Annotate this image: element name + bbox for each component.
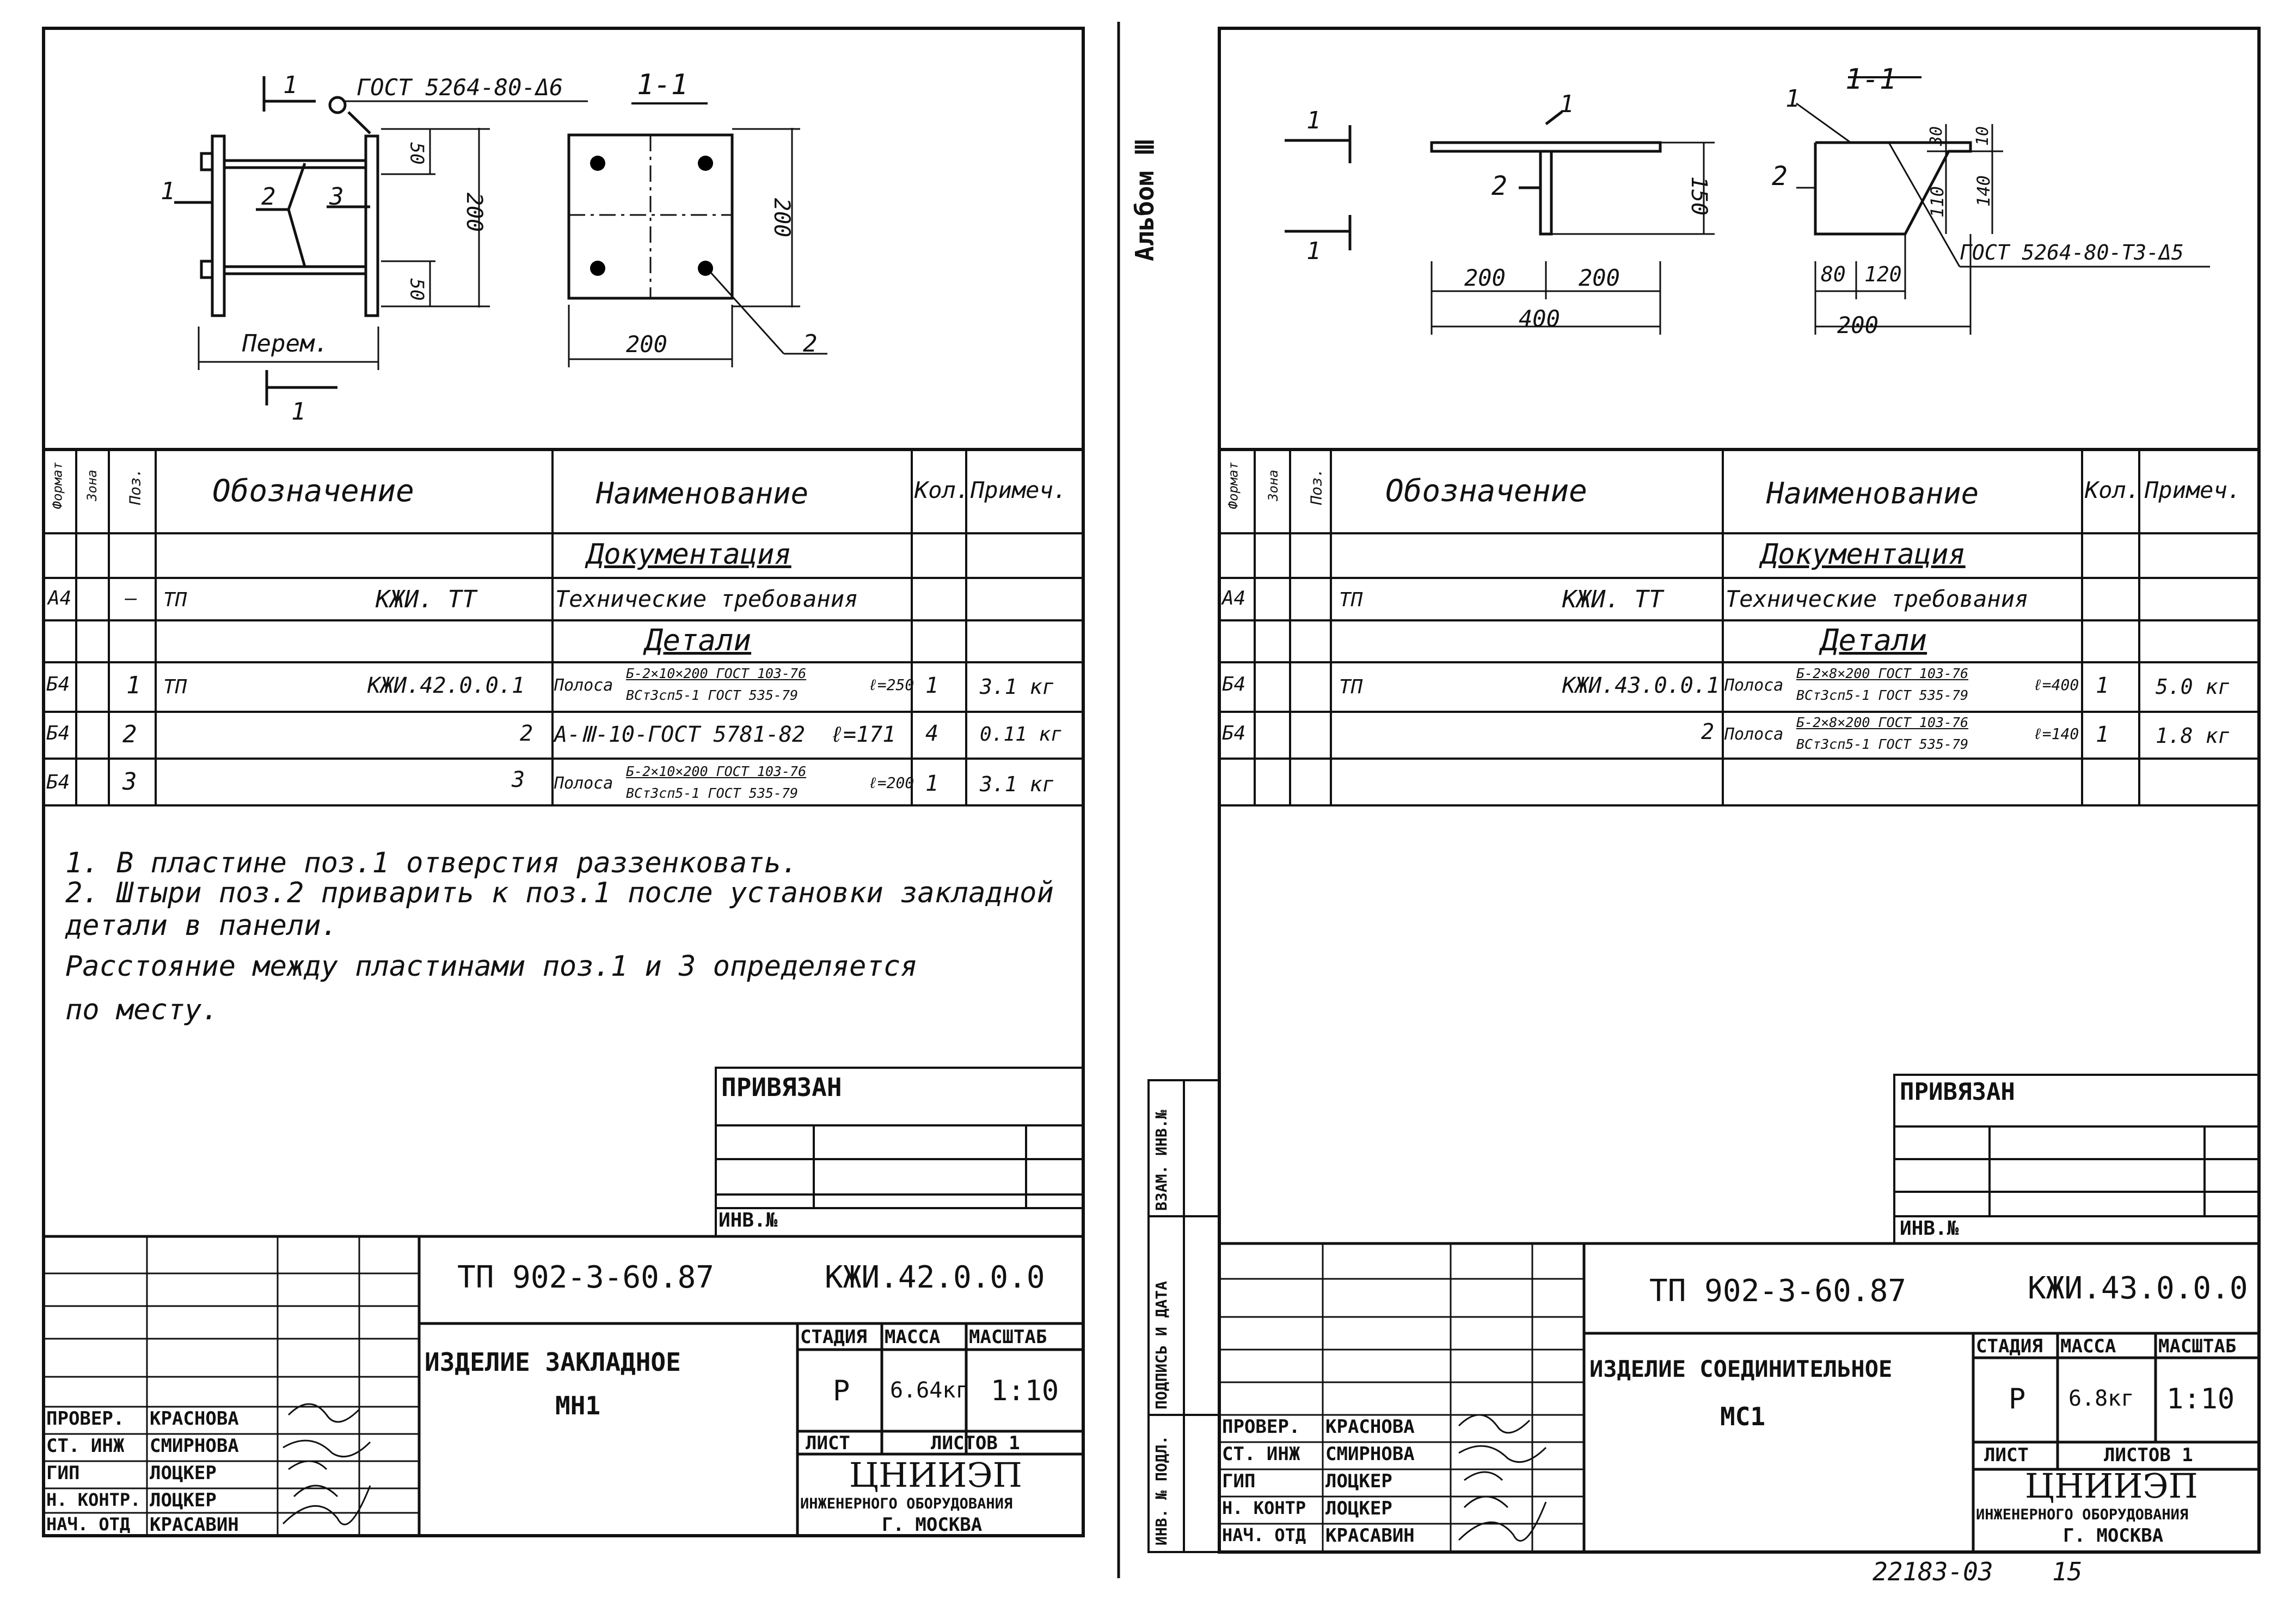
row1-format: Б4: [46, 673, 70, 695]
doc-row-pos: —: [125, 587, 137, 609]
callout-1: 1: [1560, 90, 1574, 118]
person-5: КРАСАВИН: [150, 1514, 239, 1536]
row1-name-bot: ВСт3сп5-1 ГОСТ 535-79: [1796, 687, 1969, 703]
inv-label: ИНВ.№: [719, 1209, 778, 1232]
org-name: ЦНИИЭП: [849, 1455, 1022, 1495]
row2-name-suffix: ℓ=171: [830, 722, 896, 747]
dim-30: 30: [1927, 126, 1947, 146]
mass-value: 6.8кг: [2068, 1386, 2134, 1411]
row2-qty: 4: [925, 721, 939, 746]
inv-label: ИНВ.№: [1900, 1217, 1959, 1240]
title-line-2: МН1: [555, 1391, 601, 1420]
dim-10: 10: [1973, 126, 1993, 146]
org-line-2: ИНЖЕНЕРНОГО ОБОРУДОВАНИЯ: [1976, 1506, 2189, 1523]
row1-pos: 1: [126, 672, 141, 699]
doc-row-format: А4: [1222, 587, 1246, 609]
header-name: Наименование: [596, 476, 809, 510]
row1-name-top: Б-2×10×200 ГОСТ 103-76: [626, 666, 807, 681]
header-zone: Зона: [84, 470, 100, 501]
note-2-cont: детали в панели.: [65, 909, 338, 942]
doc-row-name: Технические требования: [1726, 586, 2029, 612]
callout-2: 2: [1491, 171, 1507, 201]
project-number: ТП 902-3-60.87: [1649, 1273, 1907, 1309]
row3-format: Б4: [46, 771, 70, 793]
section-mark-bottom: 1: [291, 398, 306, 426]
role-5: НАЧ. ОТД: [1222, 1525, 1306, 1546]
dim-80: 80: [1821, 262, 1846, 286]
row1-name-top: Б-2×8×200 ГОСТ 103-76: [1796, 666, 1969, 681]
privyazan-label: ПРИВЯЗАН: [721, 1073, 842, 1102]
section-callout-1: 1: [1785, 85, 1800, 113]
role-3: ГИП: [46, 1462, 80, 1484]
dim-120: 120: [1864, 262, 1902, 286]
sheet-number: 22183-03: [1873, 1557, 1993, 1586]
stage-header: СТАДИЯ: [800, 1326, 867, 1348]
row3-pos: 3: [122, 768, 137, 796]
row3-name-suffix: ℓ=200: [868, 774, 914, 792]
scale-header: МАСШТАБ: [2158, 1335, 2237, 1357]
callout-2-section: 2: [803, 330, 818, 358]
mass-value: 6.64кг: [890, 1378, 969, 1403]
person-2: СМИРНОВА: [150, 1435, 239, 1457]
note-3: Расстояние между пластинами поз.1 и 3 определяется: [65, 950, 918, 983]
callout-1: 1: [161, 177, 175, 205]
header-designation: Обозначение: [1385, 473, 1587, 509]
callout-2: 2: [261, 183, 276, 211]
row3-qty: 1: [925, 771, 939, 796]
role-2: СТ. ИНЖ: [1222, 1443, 1300, 1465]
row1-des-prefix: ТП: [163, 676, 187, 698]
person-4: ЛОЦКЕР: [1325, 1498, 1392, 1519]
header-qty: Кол.: [914, 477, 970, 503]
row1-note: 5.0 кг: [2156, 675, 2231, 699]
row2-format: Б4: [46, 722, 70, 744]
person-4: ЛОЦКЕР: [150, 1489, 217, 1511]
section-title: 1-1: [637, 69, 688, 101]
side-label-inv-sub: ВЗАМ. ИНВ.№: [1152, 1110, 1170, 1211]
note-2: 2. Штыри поз.2 приварить к поз.1 после установки закладной: [65, 877, 1054, 909]
row3-note: 3.1 кг: [980, 772, 1055, 796]
role-4: Н. КОНТР.: [46, 1489, 141, 1510]
dim-140: 140: [1973, 175, 1994, 207]
person-3: ЛОЦКЕР: [150, 1462, 217, 1484]
row3-des-code: 3: [512, 767, 525, 792]
header-note: Примеч.: [971, 477, 1067, 503]
note-1: 1. В пластине поз.1 отверстия раззенковать.: [65, 847, 799, 879]
row1-des-code: КЖИ.43.0.0.1: [1562, 673, 1720, 698]
page-number: 15: [2052, 1557, 2083, 1586]
doc-heading: Документация: [587, 538, 791, 571]
row1-qty: 1: [925, 673, 939, 698]
header-name: Наименование: [1766, 476, 1979, 510]
dim-200-vertical: 200: [462, 192, 487, 232]
document-code: КЖИ.42.0.0.0: [825, 1260, 1045, 1295]
dim-150: 150: [1686, 176, 1712, 216]
row1-format: Б4: [1222, 673, 1246, 695]
person-1: КРАСНОВА: [1325, 1416, 1415, 1438]
doc-row-des-prefix: ТП: [1339, 589, 1363, 611]
org-line-2: ИНЖЕНЕРНОГО ОБОРУДОВАНИЯ: [800, 1495, 1013, 1512]
row1-note: 3.1 кг: [980, 675, 1055, 699]
parts-heading: Детали: [1821, 623, 1927, 657]
parts-heading: Детали: [645, 623, 752, 657]
header-designation: Обозначение: [212, 473, 414, 509]
role-4: Н. КОНТР: [1222, 1498, 1306, 1518]
dim-200-horizontal: 200: [626, 331, 667, 358]
scale-value: 1:10: [2166, 1383, 2235, 1415]
stage-value: Р: [833, 1375, 850, 1407]
dim-200: 200: [1837, 312, 1878, 338]
sheet-label: ЛИСТ: [806, 1432, 850, 1454]
row1-des-code: КЖИ.42.0.0.1: [367, 673, 525, 698]
project-number: ТП 902-3-60.87: [457, 1260, 715, 1295]
row2-name-bot: ВСт3сп5-1 ГОСТ 535-79: [1796, 736, 1969, 752]
row2-pos: 2: [122, 721, 137, 748]
section-callout-2: 2: [1772, 161, 1788, 192]
person-5: КРАСАВИН: [1325, 1525, 1415, 1547]
role-3: ГИП: [1222, 1470, 1256, 1492]
header-format: Формат: [50, 461, 65, 509]
role-1: ПРОВЕР.: [1222, 1416, 1300, 1438]
side-label-inv-orig: ИНВ. № ПОДЛ.: [1152, 1435, 1170, 1546]
org-line-3: Г. МОСКВА: [882, 1514, 983, 1536]
row1-name-prefix: Полоса: [1724, 676, 1784, 695]
header-format: Формат: [1225, 461, 1241, 509]
role-1: ПРОВЕР.: [46, 1408, 125, 1430]
doc-row-name: Технические требования: [555, 586, 858, 612]
title-line-2: МС1: [1720, 1402, 1766, 1431]
header-pos: Поз.: [1307, 468, 1325, 505]
doc-row-des-code: КЖИ. ТТ: [1562, 586, 1663, 613]
dim-200-vertical-section: 200: [769, 198, 795, 238]
dim-200-right: 200: [1579, 264, 1620, 291]
person-3: ЛОЦКЕР: [1325, 1470, 1392, 1492]
row1-name-bot: ВСт3сп5-1 ГОСТ 535-79: [626, 687, 799, 703]
org-line-3: Г. МОСКВА: [2063, 1525, 2164, 1547]
mass-header: МАССА: [2060, 1335, 2116, 1357]
person-2: СМИРНОВА: [1325, 1443, 1415, 1465]
header-note: Примеч.: [2145, 477, 2242, 503]
row1-name-prefix: Полоса: [554, 676, 613, 695]
row1-des-prefix: ТП: [1339, 676, 1363, 698]
row2-note: 1.8 кг: [2156, 724, 2231, 748]
scale-header: МАСШТАБ: [969, 1326, 1047, 1348]
stage-header: СТАДИЯ: [1976, 1335, 2043, 1357]
dim-50-top: 50: [406, 142, 428, 165]
title-line-1: ИЗДЕЛИЕ СОЕДИНИТЕЛЬНОЕ: [1589, 1356, 1893, 1382]
row1-name-suffix: ℓ=250: [868, 676, 914, 694]
role-5: НАЧ. ОТД: [46, 1514, 131, 1535]
album-label: Альбом Ⅲ: [1130, 138, 1159, 261]
row3-name-top: Б-2×10×200 ГОСТ 103-76: [626, 764, 807, 779]
row3-name-prefix: Полоса: [554, 774, 613, 793]
gost-label: ГОСТ 5264-80-Δ6: [357, 74, 563, 101]
header-zone: Зона: [1265, 470, 1281, 501]
dim-110: 110: [1926, 186, 1948, 218]
section-title: 1-1: [1845, 63, 1896, 96]
callout-3: 3: [329, 183, 344, 211]
row3-name-bot: ВСт3сп5-1 ГОСТ 535-79: [626, 785, 799, 801]
gost-label: ГОСТ 5264-80-Т3-Δ5: [1960, 241, 2184, 264]
row2-name: А-Ⅲ-10-ГОСТ 5781-82: [554, 722, 806, 747]
role-2: СТ. ИНЖ: [46, 1435, 125, 1457]
row2-note: 0.11 кг: [980, 723, 1063, 746]
sheets-label: ЛИСТОВ 1: [931, 1432, 1020, 1454]
dim-50-bottom: 50: [406, 278, 428, 301]
note-3-cont: по месту.: [65, 994, 219, 1026]
dim-200-left: 200: [1464, 264, 1506, 291]
row2-name-top: Б-2×8×200 ГОСТ 103-76: [1796, 715, 1969, 730]
document-code: КЖИ.43.0.0.0: [2028, 1271, 2248, 1306]
sheets-label: ЛИСТОВ 1: [2104, 1444, 2193, 1466]
doc-heading: Документация: [1761, 538, 1966, 571]
header-qty: Кол.: [2085, 477, 2140, 503]
title-line-1: ИЗДЕЛИЕ ЗАКЛАДНОЕ: [425, 1347, 681, 1377]
row1-qty: 1: [2096, 673, 2109, 698]
org-name: ЦНИИЭП: [2025, 1466, 2198, 1506]
mark-1-bottom: 1: [1306, 237, 1321, 265]
row2-name-suffix: ℓ=140: [2033, 725, 2079, 743]
doc-row-des-code: КЖИ. ТТ: [376, 586, 477, 613]
row2-name-prefix: Полоса: [1724, 725, 1784, 744]
section-mark: 1: [283, 71, 298, 99]
row2-format: Б4: [1222, 722, 1246, 744]
header-pos: Поз.: [126, 468, 144, 505]
row2-des-code: 2: [1701, 719, 1715, 744]
dim-400: 400: [1519, 305, 1560, 332]
dim-perem: Перем.: [242, 330, 329, 358]
mass-header: МАССА: [885, 1326, 941, 1348]
side-label-sign-date: ПОДПИСЬ И ДАТА: [1152, 1280, 1170, 1409]
row1-name-suffix: ℓ=400: [2033, 676, 2079, 694]
stage-value: Р: [2009, 1383, 2026, 1415]
row2-des-code: 2: [520, 721, 533, 746]
doc-row-des-prefix: ТП: [163, 589, 187, 611]
row2-qty: 1: [2096, 722, 2109, 747]
person-1: КРАСНОВА: [150, 1408, 239, 1430]
doc-row-format: А4: [48, 587, 72, 609]
mark-1-top: 1: [1306, 107, 1321, 134]
scale-value: 1:10: [991, 1375, 1059, 1407]
privyazan-label: ПРИВЯЗАН: [1900, 1078, 2015, 1106]
sheet-label: ЛИСТ: [1984, 1444, 2029, 1466]
